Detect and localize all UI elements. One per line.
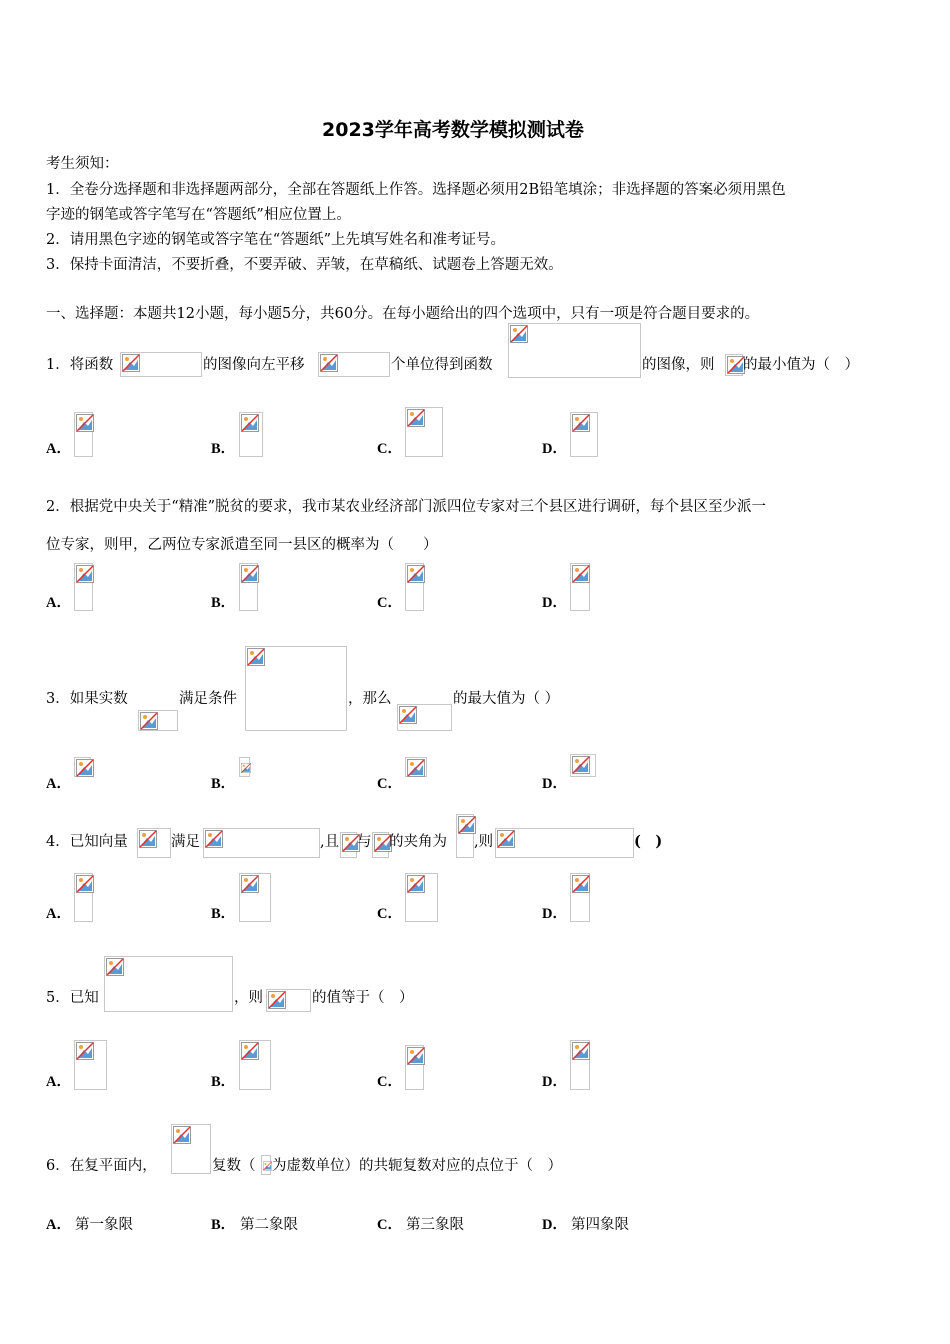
option-image-icon bbox=[405, 873, 438, 922]
option-label: D． bbox=[542, 595, 567, 611]
option-image-icon bbox=[405, 1045, 424, 1090]
option-image-icon bbox=[239, 1040, 271, 1090]
option-label: C． bbox=[377, 776, 402, 792]
q4-text: ,则 bbox=[474, 834, 494, 850]
formula-image-icon bbox=[120, 352, 202, 377]
option-label: C． bbox=[377, 1217, 402, 1233]
option-image-icon bbox=[405, 407, 443, 457]
q2-text: 位专家，则甲，乙两位专家派遣至同一县区的概率为（ ） bbox=[46, 537, 438, 553]
option-text: 第四象限 bbox=[571, 1217, 629, 1233]
option-label: C． bbox=[377, 906, 402, 922]
q6-text: 6．在复平面内， bbox=[46, 1158, 157, 1174]
q3-text: 3．如果实数 bbox=[46, 691, 128, 707]
option-label: A． bbox=[46, 776, 71, 792]
option-image-icon bbox=[239, 563, 258, 611]
q4-text: 的夹角为 bbox=[389, 834, 447, 850]
option-image-icon bbox=[239, 873, 271, 922]
formula-image-icon bbox=[138, 710, 178, 731]
option-label: A． bbox=[46, 441, 71, 457]
option-label: B． bbox=[211, 776, 236, 792]
section-heading: 一、选择题：本题共12小题，每小题5分，共60分。在每小题给出的四个选项中，只有一项是符合题目要求的。 bbox=[46, 306, 760, 322]
option-label: D． bbox=[542, 906, 567, 922]
formula-image-icon bbox=[372, 832, 389, 858]
option-image-icon bbox=[74, 412, 93, 457]
option-label: D． bbox=[542, 776, 567, 792]
notice-item: 2．请用黑色字迹的钢笔或答字笔在“答题纸”上先填写姓名和准考证号。 bbox=[46, 232, 506, 248]
option-label: C． bbox=[377, 595, 402, 611]
notice-item: 3．保持卡面清洁，不要折叠，不要弄破、弄皱，在草稿纸、试题卷上答题无效。 bbox=[46, 257, 563, 273]
option-image-icon bbox=[239, 412, 263, 457]
option-text: 第一象限 bbox=[75, 1217, 133, 1233]
page-title: 2023学年高考数学模拟测试卷 bbox=[322, 119, 584, 141]
option-image-icon bbox=[405, 563, 424, 611]
option-label: D． bbox=[542, 1074, 567, 1090]
q4-text: 满足 bbox=[171, 834, 200, 850]
q3-text: 满足条件 bbox=[179, 691, 237, 707]
q4-text: 4．已知向量 bbox=[46, 834, 128, 850]
notice-item: 1．全卷分选择题和非选择题两部分，全部在答题纸上作答。选择题必须用2B铅笔填涂；非选择题的答案必须用黑色 bbox=[46, 182, 786, 198]
q5-text: ，则 bbox=[234, 990, 263, 1006]
option-label: C． bbox=[377, 441, 402, 457]
notice-heading: 考生须知： bbox=[46, 156, 119, 172]
q4-text: ,且 bbox=[320, 834, 340, 850]
q4-text: 与 bbox=[357, 834, 372, 850]
option-label: B． bbox=[211, 441, 236, 457]
q1-text: 的图像向左平移 bbox=[203, 357, 305, 373]
option-image-icon bbox=[74, 1040, 107, 1090]
notice-item: 字迹的钢笔或答字笔写在“答题纸”相应位置上。 bbox=[46, 207, 351, 223]
q5-text: 的值等于（ ） bbox=[312, 990, 414, 1006]
option-label: A． bbox=[46, 1074, 71, 1090]
formula-image-icon bbox=[261, 1155, 271, 1175]
option-image-icon bbox=[405, 757, 427, 777]
option-image-icon bbox=[570, 412, 598, 457]
formula-image-icon bbox=[495, 828, 634, 858]
formula-image-icon bbox=[171, 1124, 211, 1174]
option-label: B． bbox=[211, 1217, 236, 1233]
option-label: B． bbox=[211, 1074, 236, 1090]
option-image-icon bbox=[239, 757, 250, 777]
option-label: D． bbox=[542, 1217, 567, 1233]
option-image-icon bbox=[74, 873, 93, 922]
option-label: A． bbox=[46, 595, 71, 611]
option-label: A． bbox=[46, 906, 71, 922]
q3-text: 的最大值为（ ） bbox=[453, 691, 560, 707]
option-image-icon bbox=[570, 873, 590, 922]
q1-text: 个单位得到函数 bbox=[391, 357, 493, 373]
formula-image-icon bbox=[508, 323, 641, 378]
option-image-icon bbox=[570, 1040, 590, 1090]
option-text: 第三象限 bbox=[406, 1217, 464, 1233]
formula-image-icon bbox=[340, 832, 357, 858]
formula-image-icon bbox=[266, 989, 311, 1012]
formula-image-icon bbox=[203, 828, 320, 858]
formula-image-icon bbox=[104, 956, 233, 1012]
option-label: A． bbox=[46, 1217, 71, 1233]
option-image-icon bbox=[570, 754, 596, 777]
option-label: C． bbox=[377, 1074, 402, 1090]
q1-text: 的图像，则 bbox=[642, 357, 715, 373]
q6-text: 为虚数单位）的共轭复数对应的点位于（ ） bbox=[272, 1158, 562, 1174]
formula-image-icon bbox=[137, 828, 171, 858]
option-label: B． bbox=[211, 906, 236, 922]
formula-image-icon bbox=[725, 354, 743, 376]
formula-image-icon bbox=[245, 646, 347, 731]
option-image-icon bbox=[570, 563, 590, 611]
option-image-icon bbox=[74, 757, 91, 777]
formula-image-icon bbox=[397, 704, 452, 731]
q1-text: 的最小值为（ ） bbox=[743, 357, 859, 373]
q3-text: ，那么 bbox=[348, 691, 392, 707]
q2-text: 2．根据党中央关于“精准”脱贫的要求，我市某农业经济部门派四位专家对三个县区进行调研，每个县区至少派一 bbox=[46, 499, 767, 515]
option-text: 第二象限 bbox=[240, 1217, 298, 1233]
formula-image-icon bbox=[318, 352, 390, 377]
q1-text: 1．将函数 bbox=[46, 357, 114, 373]
q5-text: 5．已知 bbox=[46, 990, 99, 1006]
q6-text: 复数（ bbox=[212, 1158, 256, 1174]
option-label: D． bbox=[542, 441, 567, 457]
q4-text: ( ) bbox=[634, 833, 663, 850]
formula-image-icon bbox=[456, 814, 474, 858]
option-label: B． bbox=[211, 595, 236, 611]
option-image-icon bbox=[74, 563, 93, 611]
